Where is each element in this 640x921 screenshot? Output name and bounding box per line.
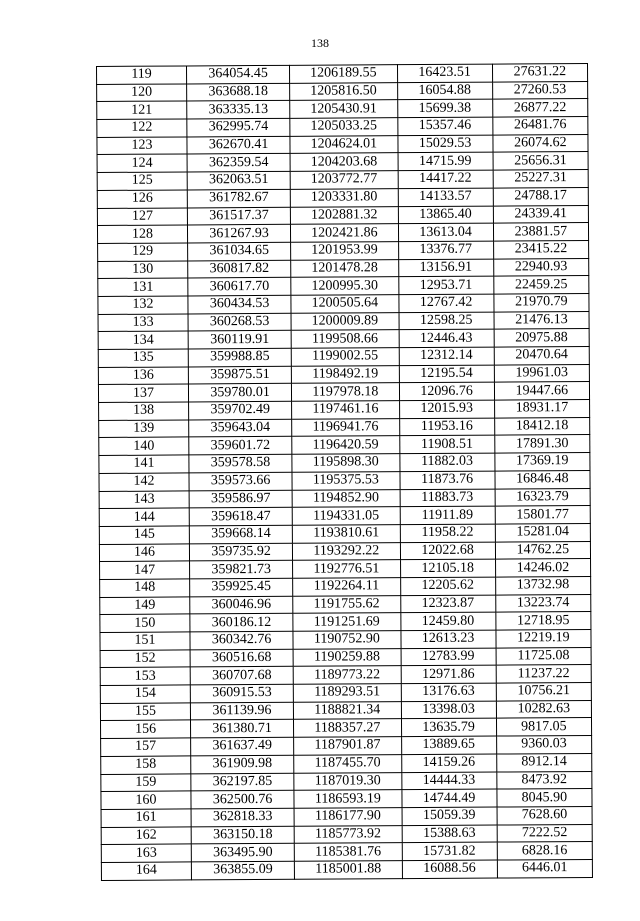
table-cell: 124 [97,154,187,172]
table-cell: 1199508.66 [291,330,398,348]
table-cell: 137 [98,384,188,402]
table-cell: 25656.31 [493,152,588,170]
table-cell: 361034.65 [188,242,291,260]
table-cell: 161 [101,809,191,827]
table-cell: 12219.19 [496,629,591,647]
table-cell: 1203331.80 [290,188,397,206]
table-cell: 151 [100,632,190,650]
table-cell: 1195375.53 [292,471,399,489]
table-cell: 361782.67 [187,189,290,207]
coordinate-table [96,63,593,881]
table-cell: 157 [101,738,191,756]
table-cell: 11882.03 [399,453,494,471]
table-cell: 359988.85 [188,348,291,366]
table-cell: 12015.93 [399,400,494,418]
table-cell: 14444.33 [401,772,496,790]
table-cell: 362995.74 [187,118,290,136]
table-cell: 360617.70 [188,278,291,296]
table-cell: 11911.89 [400,506,495,524]
table-cell: 12323.87 [400,595,495,613]
table-cell: 1201478.28 [291,259,398,277]
table-cell: 19961.03 [494,364,589,382]
table-cell: 127 [97,207,187,225]
table-cell: 18931.17 [494,400,589,418]
table-cell: 163 [101,844,191,862]
table-cell: 12312.14 [399,347,494,365]
table-cell: 16323.79 [495,488,590,506]
table-cell: 1200009.89 [291,312,398,330]
table-cell: 13398.03 [401,701,496,719]
table-cell: 14417.22 [398,170,493,188]
table-cell: 1195898.30 [292,454,399,472]
table-cell: 359601.72 [189,437,292,455]
table-cell: 6446.01 [497,859,592,877]
table-cell: 17369.19 [495,453,590,471]
table-cell: 10282.63 [496,700,591,718]
table-cell: 1185001.88 [295,861,402,879]
table-cell: 1198492.19 [292,365,399,383]
table-cell: 20975.88 [494,329,589,347]
table-cell: 16088.56 [402,860,497,878]
table-cell: 8473.92 [497,771,592,789]
table-cell: 364054.45 [187,65,290,83]
table-cell: 153 [100,667,190,685]
table-cell: 360186.12 [190,614,293,632]
table-cell: 16846.48 [495,470,590,488]
table-cell: 359578.58 [189,454,292,472]
table-cell: 130 [98,261,188,279]
table-cell: 1196420.59 [292,436,399,454]
table-cell: 1204203.68 [290,153,397,171]
table-cell: 1188357.27 [294,719,401,737]
table-cell: 162 [101,826,191,844]
table-cell: 12105.18 [400,559,495,577]
table-cell: 11873.76 [399,471,494,489]
table-cell: 119 [97,66,187,84]
table-cell: 13156.91 [398,259,493,277]
table-cell: 363150.18 [191,826,294,844]
table-cell: 359618.47 [189,507,292,525]
table-cell: 361909.98 [191,755,294,773]
table-cell: 7222.52 [497,824,592,842]
table-cell: 156 [101,720,191,738]
table-cell: 1186593.19 [294,790,401,808]
table-cell: 128 [97,225,187,243]
table-cell: 155 [100,703,190,721]
table-cell: 154 [100,685,190,703]
table-cell: 14762.25 [495,541,590,559]
table-cell: 13613.04 [398,223,493,241]
table-cell: 138 [99,402,189,420]
table-cell: 11237.22 [496,665,591,683]
table-cell: 362359.54 [187,154,290,172]
table-cell: 13889.65 [401,736,496,754]
table-cell: 15281.04 [495,523,590,541]
table-cell: 15029.53 [397,135,492,153]
table-cell: 23415.22 [493,240,588,258]
table-cell: 1197978.18 [292,383,399,401]
table-cell: 12195.54 [399,365,494,383]
table-cell: 146 [99,544,189,562]
table-cell: 359780.01 [188,384,291,402]
table-cell: 141 [99,455,189,473]
table-cell: 1188821.34 [294,701,401,719]
table-cell: 1187901.87 [294,737,401,755]
table-cell: 13865.40 [398,206,493,224]
table-cell: 1200505.64 [291,295,398,313]
table-cell: 1197461.16 [292,401,399,419]
table-cell: 362818.33 [191,808,294,826]
table-cell: 12205.62 [400,577,495,595]
table-cell: 159 [101,773,191,791]
table-cell: 18412.18 [494,417,589,435]
table-cell: 14246.02 [495,559,590,577]
table-cell: 133 [98,314,188,332]
table-cell: 125 [97,172,187,190]
table-cell: 15059.39 [402,807,497,825]
table-cell: 26877.22 [492,99,587,117]
table-cell: 1190259.88 [293,648,400,666]
table-cell: 359735.92 [189,543,292,561]
table-cell: 1202421.86 [291,224,398,242]
table-cell: 164 [101,862,191,880]
table-cell: 360915.53 [190,684,293,702]
table-cell: 361380.71 [190,720,293,738]
table-cell: 149 [100,597,190,615]
table-cell: 129 [98,243,188,261]
table-cell: 122 [97,119,187,137]
table-cell: 359586.97 [189,490,292,508]
table-cell: 152 [100,650,190,668]
table-cell: 121 [97,101,187,119]
table-cell: 1196941.76 [292,418,399,436]
table-cell: 12022.68 [400,542,495,560]
table-cell: 134 [98,331,188,349]
table-cell: 1203772.77 [290,171,397,189]
table-cell: 1192776.51 [293,560,400,578]
table-cell: 11953.16 [399,418,494,436]
table-cell: 11908.51 [399,436,494,454]
table-cell: 12598.25 [399,312,494,330]
table-cell: 21476.13 [494,311,589,329]
table-cell: 135 [98,349,188,367]
table-cell: 158 [101,756,191,774]
table-cell: 139 [99,420,189,438]
table-cell: 363688.18 [187,83,290,101]
table-cell: 13176.63 [401,683,496,701]
table-cell: 361517.37 [187,207,290,225]
table-cell: 20470.64 [494,346,589,364]
table-cell: 359821.73 [190,561,293,579]
table-cell: 23881.57 [493,223,588,241]
table-cell: 1199002.55 [291,348,398,366]
table-cell: 1187455.70 [294,754,401,772]
table-cell: 1206189.55 [290,65,397,83]
table-cell: 363495.90 [191,844,294,862]
table-cell: 150 [100,614,190,632]
table-cell: 15388.63 [402,825,497,843]
table-body [97,63,593,880]
table-cell: 13376.77 [398,241,493,259]
table-cell: 15699.38 [397,99,492,117]
table-cell: 6828.16 [497,842,592,860]
table-cell: 147 [100,561,190,579]
table-cell: 12718.95 [496,612,591,630]
table-cell: 359573.66 [189,472,292,490]
table-cell: 14744.49 [401,789,496,807]
table-cell: 13732.98 [495,576,590,594]
table-cell: 12459.80 [400,612,495,630]
table-cell: 360516.68 [190,649,293,667]
table-cell: 24339.41 [493,205,588,223]
table-cell: 1193810.61 [292,525,399,543]
table-cell: 132 [98,296,188,314]
table-cell: 16423.51 [397,64,492,82]
table-cell: 1190752.90 [293,631,400,649]
table-cell: 359643.04 [189,419,292,437]
table-cell: 10756.21 [496,683,591,701]
table-cell: 15801.77 [495,506,590,524]
table-cell: 11958.22 [400,524,495,542]
table-cell: 360342.76 [190,631,293,649]
table-cell: 12096.76 [399,382,494,400]
table-cell: 8045.90 [497,789,592,807]
table-cell: 360268.53 [188,313,291,331]
table-cell: 11725.08 [496,647,591,665]
table-cell: 1202881.32 [291,206,398,224]
table-cell: 1185773.92 [294,825,401,843]
table-cell: 17891.30 [494,435,589,453]
table-cell: 13635.79 [401,719,496,737]
table-cell: 8912.14 [496,753,591,771]
table-cell: 362670.41 [187,136,290,154]
table-cell: 1189773.22 [293,666,400,684]
table-cell: 14715.99 [398,153,493,171]
table-cell: 359702.49 [189,401,292,419]
table-row [101,859,592,880]
table-cell: 1205033.25 [290,118,397,136]
table-cell: 1205816.50 [290,82,397,100]
table-cell: 12953.71 [398,276,493,294]
table-cell: 14159.26 [401,754,496,772]
table-cell: 13223.74 [495,594,590,612]
table-cell: 27631.22 [492,63,587,81]
table-cell: 1189293.51 [293,684,400,702]
table-cell: 9817.05 [496,718,591,736]
table-cell: 144 [99,508,189,526]
table-cell: 24788.17 [493,187,588,205]
table-cell: 362500.76 [191,790,294,808]
table-cell: 1191251.69 [293,613,400,631]
table-cell: 361637.49 [191,737,294,755]
table-cell: 363855.09 [191,861,294,879]
page-number: 138 [311,36,329,50]
table-cell: 12446.43 [399,329,494,347]
table-cell: 25227.31 [493,170,588,188]
table-cell: 7628.60 [497,806,592,824]
table-cell: 1193292.22 [293,542,400,560]
table-cell: 22459.25 [494,276,589,294]
table-cell: 360434.53 [188,295,291,313]
table-cell: 360707.68 [190,667,293,685]
table-cell: 21970.79 [494,293,589,311]
table-cell: 145 [99,526,189,544]
table-cell: 140 [99,437,189,455]
table-cell: 120 [97,84,187,102]
table-cell: 1201953.99 [291,242,398,260]
table-cell: 362197.85 [191,773,294,791]
table-cell: 11883.73 [400,489,495,507]
table-cell: 12767.42 [398,294,493,312]
table-cell: 1194331.05 [292,507,399,525]
table-cell: 1185381.76 [294,843,401,861]
table-cell: 363335.13 [187,101,290,119]
table-cell: 15357.46 [397,117,492,135]
table-cell: 360817.82 [188,260,291,278]
table-cell: 360119.91 [188,331,291,349]
table-cell: 148 [100,579,190,597]
table-cell: 359668.14 [189,525,292,543]
table-cell: 1205430.91 [290,100,397,118]
table-cell: 14133.57 [398,188,493,206]
table-cell: 131 [98,278,188,296]
table-cell: 361267.93 [187,225,290,243]
table-cell: 16054.88 [397,82,492,100]
table-cell: 1192264.11 [293,578,400,596]
table-cell: 362063.51 [187,171,290,189]
table-cell: 22940.93 [493,258,588,276]
table-cell: 9360.03 [496,736,591,754]
table-cell: 136 [98,367,188,385]
table-cell: 12783.99 [401,648,496,666]
table-cell: 1204624.01 [290,135,397,153]
table-cell: 1200995.30 [291,277,398,295]
table-cell: 359875.51 [188,366,291,384]
table-cell: 359925.45 [190,578,293,596]
table-cell: 360046.96 [190,596,293,614]
table-cell: 143 [99,490,189,508]
table-cell: 160 [101,791,191,809]
table-cell: 1186177.90 [294,808,401,826]
table-cell: 361139.96 [190,702,293,720]
table-cell: 1194852.90 [292,489,399,507]
table-cell: 142 [99,473,189,491]
table-cell: 12613.23 [400,630,495,648]
table-cell: 126 [97,190,187,208]
table-cell: 19447.66 [494,382,589,400]
table-cell: 26481.76 [493,117,588,135]
table-cell: 123 [97,137,187,155]
table-cell: 1191755.62 [293,595,400,613]
table-cell: 26074.62 [493,134,588,152]
table-cell: 27260.53 [492,81,587,99]
table-cell: 15731.82 [402,842,497,860]
table-cell: 12971.86 [401,665,496,683]
table-cell: 1187019.30 [294,772,401,790]
